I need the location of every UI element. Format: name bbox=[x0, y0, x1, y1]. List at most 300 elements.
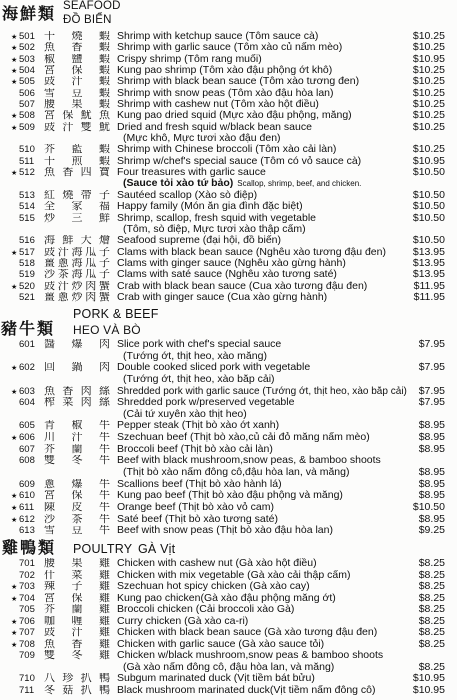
menu-item bbox=[0, 201, 457, 212]
item-description bbox=[117, 144, 407, 155]
menu-item-main-line bbox=[0, 432, 457, 444]
menu-item-detail-line bbox=[0, 224, 457, 235]
menu-item bbox=[0, 269, 457, 280]
section-title-chinese: 海鮮類 bbox=[2, 6, 57, 23]
item-number: 703 bbox=[19, 581, 35, 592]
menu-item-main-line bbox=[0, 673, 457, 685]
item-number: 604 bbox=[19, 397, 35, 409]
menu-item bbox=[0, 42, 457, 53]
menu-item-main-line bbox=[0, 650, 457, 662]
item-number: 507 bbox=[19, 99, 35, 111]
item-price: $10.25 bbox=[412, 109, 445, 122]
item-description-line: Kung pao dried squid (Mực xào đậu phộng, măng) bbox=[117, 110, 352, 122]
item-name-chinese: 榨菜肉絲 bbox=[44, 397, 110, 409]
item-price: $10.25 bbox=[412, 30, 445, 42]
menu-item bbox=[0, 258, 457, 269]
item-number: 606 bbox=[19, 432, 35, 444]
item-description bbox=[117, 201, 407, 212]
star-icon bbox=[11, 363, 19, 375]
item-name-chinese: 豉汁雞 bbox=[44, 627, 110, 638]
item-price: $10.50 bbox=[412, 200, 445, 213]
item-price: $8.95 bbox=[418, 442, 445, 455]
item-description-line: Shrimp with Chinese broccoli (Tôm xào cải làn) bbox=[117, 144, 337, 156]
menu-item-main-line bbox=[0, 281, 457, 292]
item-name-chinese: 八珍扒鴨 bbox=[44, 673, 110, 684]
item-number: 613 bbox=[19, 525, 35, 537]
item-description-text bbox=[117, 292, 327, 303]
star-icon bbox=[11, 32, 19, 43]
item-number: 608 bbox=[19, 455, 35, 467]
item-description-line: (Tướng ớt, thịt heo, xào bắp cải) bbox=[123, 373, 275, 385]
item-number: 702 bbox=[19, 569, 35, 581]
menu-item bbox=[0, 144, 457, 155]
menu-item-main-line bbox=[0, 502, 457, 514]
item-description-text bbox=[117, 514, 278, 526]
item-description bbox=[117, 525, 407, 537]
item-name-chinese: 芥蘭雞 bbox=[44, 604, 110, 615]
item-price: $11.95 bbox=[413, 279, 445, 292]
item-price: $10.25 bbox=[412, 41, 445, 54]
item-description-text bbox=[117, 144, 336, 155]
menu-item bbox=[0, 420, 457, 432]
item-description-line: Beef with black mushroom,snow peas, & bamboo shoots bbox=[117, 455, 381, 467]
item-number: 503 bbox=[19, 53, 35, 65]
menu-item bbox=[0, 685, 457, 697]
item-number: 612 bbox=[19, 513, 35, 525]
item-number: 519 bbox=[19, 269, 35, 281]
item-description-line: Clams with ginger sauce (Nghêu xào gừng hành) bbox=[117, 257, 346, 269]
item-number: 610 bbox=[19, 490, 35, 502]
item-number: 705 bbox=[19, 604, 35, 615]
menu-item-main-line bbox=[0, 247, 457, 258]
item-description-line: (Thịt bò xào nấm đông cô,đậu hòa lan, và măng) bbox=[123, 467, 350, 479]
item-number: 518 bbox=[19, 257, 35, 269]
item-description-text bbox=[117, 247, 386, 258]
menu-item-main-line bbox=[0, 490, 457, 502]
menu-item-main-line bbox=[0, 339, 457, 351]
item-description-text bbox=[123, 224, 306, 235]
menu-item bbox=[0, 31, 457, 42]
item-number: 607 bbox=[19, 443, 35, 455]
item-price: $8.25 bbox=[418, 626, 445, 638]
menu-item bbox=[0, 444, 457, 456]
item-number: 508 bbox=[19, 110, 35, 122]
item-description-line: (Gà xào nấm đông cô, đậu hòa lan, và măng) bbox=[123, 661, 335, 673]
item-description-text bbox=[117, 65, 332, 76]
menu-item-detail-line bbox=[0, 133, 457, 144]
item-description-text bbox=[117, 581, 310, 593]
menu-item-main-line bbox=[0, 479, 457, 491]
item-description-line: Shredded pork with garlic sauce (Tướng ớt, thịt heo, xào bắp cải) bbox=[117, 385, 407, 397]
item-number: 504 bbox=[19, 65, 35, 77]
item-description-text bbox=[123, 351, 267, 363]
menu-item-main-line bbox=[0, 593, 457, 605]
menu-item-main-line bbox=[0, 76, 457, 87]
item-name-chinese: 豉汁雙魷 bbox=[44, 121, 110, 133]
item-name-chinese: 豉汁海瓜子 bbox=[44, 246, 110, 258]
item-price: $13.95 bbox=[412, 256, 445, 269]
item-description-line: Chicken with garlic sauce (Gà xào sauce tỏi) bbox=[117, 638, 325, 650]
item-description-text bbox=[117, 455, 381, 467]
item-price: $10.95 bbox=[412, 672, 445, 684]
item-number: 511 bbox=[19, 155, 35, 167]
item-description bbox=[117, 76, 407, 87]
item-description bbox=[117, 54, 407, 65]
item-number: 711 bbox=[19, 684, 35, 696]
item-number: 704 bbox=[19, 592, 35, 604]
menu-item-main-line bbox=[0, 558, 457, 570]
item-description-text bbox=[117, 616, 248, 628]
menu-item-main-line bbox=[0, 31, 457, 42]
item-description-text bbox=[117, 213, 316, 224]
item-name-chinese: 醬爆肉 bbox=[44, 339, 110, 350]
item-description bbox=[117, 269, 407, 280]
item-name-chinese: 川汁牛 bbox=[44, 432, 110, 444]
item-description-text bbox=[117, 639, 324, 651]
item-description-line: Shrimp with snow peas (Tôm xào đậu hòa lan) bbox=[117, 87, 334, 99]
item-number: 701 bbox=[19, 558, 35, 569]
item-description-text bbox=[117, 201, 303, 212]
menu-item bbox=[0, 190, 457, 201]
item-number: 602 bbox=[19, 362, 35, 374]
menu-item-main-line bbox=[0, 65, 457, 76]
item-description-line: Shrimp, scallop, fresh squid with vegetable bbox=[117, 212, 317, 224]
item-name-chinese: 全家福 bbox=[44, 201, 110, 213]
menu-item bbox=[0, 502, 457, 514]
item-number: 516 bbox=[19, 235, 35, 247]
item-description-text bbox=[117, 31, 318, 42]
item-price: $10.50 bbox=[412, 234, 445, 247]
item-description-line: Scallions beef (Thịt bò xào hành lá) bbox=[117, 478, 282, 490]
menu-item-main-line bbox=[0, 397, 457, 409]
item-price: $10.50 bbox=[412, 166, 445, 179]
star-icon bbox=[11, 43, 19, 54]
menu-item-main-line bbox=[0, 167, 457, 178]
item-number: 707 bbox=[19, 627, 35, 638]
item-description-line: Happy family (Món ăn gia đình đặc biệt) bbox=[117, 201, 303, 213]
item-description-text bbox=[117, 362, 310, 374]
menu-item-main-line bbox=[0, 235, 457, 246]
item-description-text bbox=[117, 570, 350, 582]
item-description bbox=[117, 570, 407, 582]
item-price: $9.25 bbox=[418, 524, 445, 537]
item-description-text bbox=[117, 650, 383, 662]
menu-item-main-line bbox=[0, 604, 457, 616]
item-description-text bbox=[117, 604, 294, 616]
item-description bbox=[117, 167, 407, 178]
item-description-text bbox=[117, 269, 337, 280]
item-description-line: Shrimp with ketchup sauce (Tôm sauce cà) bbox=[117, 31, 319, 42]
menu-item bbox=[0, 281, 457, 292]
item-number: 515 bbox=[19, 212, 35, 224]
item-description-line: Orange beef (Thịt bò xào vỏ cam) bbox=[117, 501, 274, 513]
item-description bbox=[117, 558, 407, 570]
item-description-line: (Sauce tỏi xào tứ bảo) bbox=[123, 178, 234, 190]
item-number: 601 bbox=[19, 339, 35, 350]
section-title-vietnamese: HEO VÀ BÒ bbox=[73, 323, 141, 337]
menu-item bbox=[0, 639, 457, 651]
item-description-line: Chicken with cashew nut (Gà xào hột điều) bbox=[117, 558, 317, 569]
menu-item bbox=[0, 122, 457, 145]
menu-item-detail-line bbox=[0, 409, 457, 421]
menu-item bbox=[0, 362, 457, 385]
menu-item-main-line bbox=[0, 570, 457, 582]
menu-item bbox=[0, 156, 457, 167]
star-icon bbox=[11, 617, 19, 629]
item-name-chinese: 宮保蝦 bbox=[44, 65, 110, 77]
item-name-chinese: 雙冬牛 bbox=[44, 455, 110, 467]
menu-item-main-line bbox=[0, 99, 457, 110]
item-price: $10.50 bbox=[412, 188, 445, 201]
item-description-text bbox=[123, 662, 334, 674]
item-number: 501 bbox=[19, 31, 35, 42]
item-price: $10.25 bbox=[412, 75, 445, 88]
menu-item bbox=[0, 558, 457, 570]
star-icon bbox=[11, 582, 19, 594]
item-description bbox=[117, 604, 407, 616]
menu-item bbox=[0, 525, 457, 537]
item-price: $8.95 bbox=[418, 431, 445, 444]
menu-item bbox=[0, 514, 457, 526]
item-price: $13.95 bbox=[412, 245, 445, 258]
menu-item-detail-line bbox=[0, 351, 457, 363]
menu-item-main-line bbox=[0, 213, 457, 224]
menu-item-main-line bbox=[0, 386, 457, 398]
item-price: $8.25 bbox=[418, 603, 445, 615]
menu-item bbox=[0, 604, 457, 616]
menu-item bbox=[0, 247, 457, 258]
star-icon bbox=[11, 123, 19, 134]
item-description-text bbox=[117, 432, 370, 444]
item-name-chinese: 海鮮大燴 bbox=[44, 235, 110, 247]
menu-item-list bbox=[0, 339, 457, 537]
item-description bbox=[123, 409, 407, 421]
menu-item-main-line bbox=[0, 122, 457, 133]
item-name-chinese: 芥蘭牛 bbox=[44, 443, 110, 455]
menu-item bbox=[0, 235, 457, 246]
item-price: $10.95 bbox=[412, 52, 445, 65]
item-price: $8.25 bbox=[418, 614, 445, 627]
item-number: 512 bbox=[19, 167, 35, 179]
menu-item-main-line bbox=[0, 362, 457, 374]
item-description-line: Subgum marinated duck (Vịt tiềm bát bửu) bbox=[117, 673, 315, 684]
item-description-text bbox=[117, 444, 273, 456]
star-icon bbox=[11, 503, 19, 515]
item-description bbox=[117, 650, 407, 662]
item-number: 509 bbox=[19, 121, 35, 133]
item-description-text bbox=[117, 281, 367, 292]
menu-item-list bbox=[0, 558, 457, 696]
item-number: 710 bbox=[19, 673, 35, 684]
item-description bbox=[117, 581, 407, 593]
item-description bbox=[117, 190, 407, 201]
section-header bbox=[0, 540, 457, 558]
item-description-line: Seafood supreme (đại hội, đồ biển) bbox=[117, 235, 282, 247]
menu-item bbox=[0, 490, 457, 502]
menu-item-main-line bbox=[0, 444, 457, 456]
item-description-text bbox=[117, 673, 315, 685]
item-description-line: (Cải tứ xuyên xào thịt heo) bbox=[123, 408, 247, 420]
menu-item bbox=[0, 339, 457, 362]
menu-item bbox=[0, 673, 457, 685]
item-description bbox=[117, 362, 407, 374]
item-description bbox=[117, 386, 407, 398]
item-name-chinese: 雪豆牛 bbox=[44, 525, 110, 537]
item-description-text bbox=[117, 99, 319, 110]
item-description bbox=[117, 502, 407, 514]
star-icon bbox=[11, 515, 19, 527]
item-name-chinese: 魚香四寶 bbox=[44, 167, 110, 179]
star-icon bbox=[11, 55, 19, 66]
menu-item bbox=[0, 167, 457, 190]
item-number: 513 bbox=[19, 189, 35, 201]
item-description-line: Szechuan beef (Thịt bò xào,củ cải đỏ măng nấm mèo) bbox=[117, 432, 370, 444]
item-description-line: Chicken w/black mushroom,snow peas & bamboo shoots bbox=[117, 650, 384, 661]
item-description-text bbox=[117, 420, 279, 432]
item-description bbox=[117, 420, 407, 432]
menu-item bbox=[0, 397, 457, 420]
item-description-text bbox=[117, 190, 257, 201]
item-description-line: Dried and fresh squid w/black bean sauce bbox=[117, 121, 312, 133]
item-description bbox=[117, 479, 407, 491]
menu-item bbox=[0, 65, 457, 76]
item-description-text bbox=[123, 178, 361, 189]
item-name-chinese: 雪豆蝦 bbox=[44, 87, 110, 99]
menu-item-main-line bbox=[0, 144, 457, 155]
section-title-vietnamese: GÀ Vịt bbox=[138, 542, 176, 556]
section-title-english: SEAFOOD bbox=[63, 0, 121, 12]
section-title-chinese: 豬牛類 bbox=[1, 321, 56, 338]
menu-item-main-line bbox=[0, 292, 457, 303]
menu-item-main-line bbox=[0, 685, 457, 697]
item-description bbox=[117, 616, 407, 628]
item-description-line: Saté beef (Thịt bò xào tương saté) bbox=[117, 513, 279, 525]
item-description-text bbox=[117, 42, 342, 53]
item-description bbox=[117, 593, 407, 605]
menu-item-detail-line bbox=[0, 467, 457, 479]
item-number: 709 bbox=[19, 650, 35, 661]
item-description-line: Shrimp w/chef's special sauce (Tôm có vỏ sauce cà) bbox=[117, 155, 362, 167]
section-header bbox=[0, 0, 457, 30]
item-price: $7.95 bbox=[418, 361, 445, 374]
item-description bbox=[123, 178, 407, 189]
item-description bbox=[117, 432, 407, 444]
menu-item-main-line bbox=[0, 639, 457, 651]
star-icon bbox=[11, 491, 19, 503]
item-description-line: Pepper steak (Thịt bò xào ớt xanh) bbox=[117, 420, 280, 432]
item-name-chinese: 芥藍蝦 bbox=[44, 144, 110, 156]
item-description-line: Chicken with mix vegetable (Gà xào cải thập cẩm) bbox=[117, 569, 351, 581]
item-price: $10.25 bbox=[412, 120, 445, 133]
star-icon bbox=[11, 640, 19, 652]
item-price: $10.50 bbox=[412, 500, 445, 513]
item-price: $10.50 bbox=[412, 211, 445, 224]
item-description bbox=[117, 156, 407, 167]
item-description-text bbox=[117, 558, 317, 570]
section-title-chinese: 雞鴨類 bbox=[2, 540, 57, 557]
item-name-chinese: 腰果雞 bbox=[44, 558, 110, 569]
menu-item-list bbox=[0, 31, 457, 303]
item-name-chinese: 什菜雞 bbox=[44, 569, 110, 581]
item-description bbox=[117, 292, 407, 303]
item-name-chinese: 薑蔥炒肉蟹 bbox=[44, 291, 110, 303]
item-description-text bbox=[123, 409, 247, 421]
item-description-text bbox=[117, 76, 359, 87]
menu-item bbox=[0, 386, 457, 398]
item-price: $8.25 bbox=[418, 591, 445, 604]
item-name-chinese: 宮保魷魚 bbox=[44, 110, 110, 122]
item-description bbox=[117, 397, 407, 409]
item-name-chinese: 炒三鮮 bbox=[44, 212, 110, 224]
item-description bbox=[117, 627, 407, 639]
item-description bbox=[123, 133, 407, 144]
menu-item bbox=[0, 581, 457, 593]
menu-item-detail-line bbox=[0, 662, 457, 674]
menu-item-main-line bbox=[0, 258, 457, 269]
item-description bbox=[117, 444, 407, 456]
item-description bbox=[123, 374, 407, 386]
item-description-text bbox=[117, 593, 336, 605]
item-description-line: Curry chicken (Gà xào ca-ri) bbox=[117, 615, 249, 627]
menu-item-main-line bbox=[0, 190, 457, 201]
item-number: 708 bbox=[19, 638, 35, 650]
star-icon bbox=[11, 433, 19, 445]
item-description bbox=[117, 258, 407, 269]
item-description-text bbox=[117, 525, 333, 537]
item-description-line: Szechuan hot spicy chicken (Gà xào cay) bbox=[117, 581, 310, 592]
menu-item-main-line bbox=[0, 88, 457, 99]
item-description bbox=[117, 99, 407, 110]
item-number: 517 bbox=[19, 246, 35, 258]
item-description bbox=[117, 88, 407, 99]
item-description-line: Broccoli chicken (Cải broccoli xào Gà) bbox=[117, 604, 295, 615]
menu-item-main-line bbox=[0, 156, 457, 167]
item-price: $8.95 bbox=[418, 489, 445, 502]
item-name-chinese: 咖喱雞 bbox=[44, 615, 110, 627]
item-price: $13.95 bbox=[412, 268, 445, 281]
menu-item-main-line bbox=[0, 201, 457, 212]
item-description bbox=[117, 339, 407, 351]
item-description-text bbox=[117, 339, 281, 351]
item-price: $8.25 bbox=[418, 637, 445, 650]
menu-item bbox=[0, 455, 457, 478]
star-icon bbox=[11, 168, 19, 179]
item-name-chinese: 冬菇扒鴨 bbox=[44, 684, 110, 696]
item-description bbox=[117, 514, 407, 526]
item-number: 706 bbox=[19, 615, 35, 627]
menu-item bbox=[0, 570, 457, 582]
item-description-line: Slice pork with chef's special sauce bbox=[117, 339, 282, 350]
menu-item-main-line bbox=[0, 514, 457, 526]
menu-item bbox=[0, 213, 457, 236]
section-title-vietnamese: ĐỒ BIỂN bbox=[63, 14, 112, 26]
item-price: $8.25 bbox=[418, 580, 445, 592]
item-description-text bbox=[117, 386, 407, 398]
item-name-chinese: 紅燒帶子 bbox=[44, 189, 110, 201]
item-description-line: Kung pao beef (Thịt bò xào đậu phộng và măng) bbox=[117, 490, 343, 502]
item-description-text bbox=[117, 167, 266, 178]
item-description bbox=[117, 247, 407, 258]
item-price: $8.95 bbox=[418, 419, 445, 432]
section-title-english: PORK & BEEF bbox=[73, 307, 159, 321]
item-number: 505 bbox=[19, 76, 35, 88]
item-description bbox=[123, 224, 407, 235]
item-description bbox=[123, 467, 407, 479]
menu-item-main-line bbox=[0, 581, 457, 593]
star-icon bbox=[11, 248, 19, 259]
item-number: 609 bbox=[19, 478, 35, 490]
item-description-line: Chicken with black bean sauce (Gà xào tương đậu đen) bbox=[117, 627, 378, 638]
